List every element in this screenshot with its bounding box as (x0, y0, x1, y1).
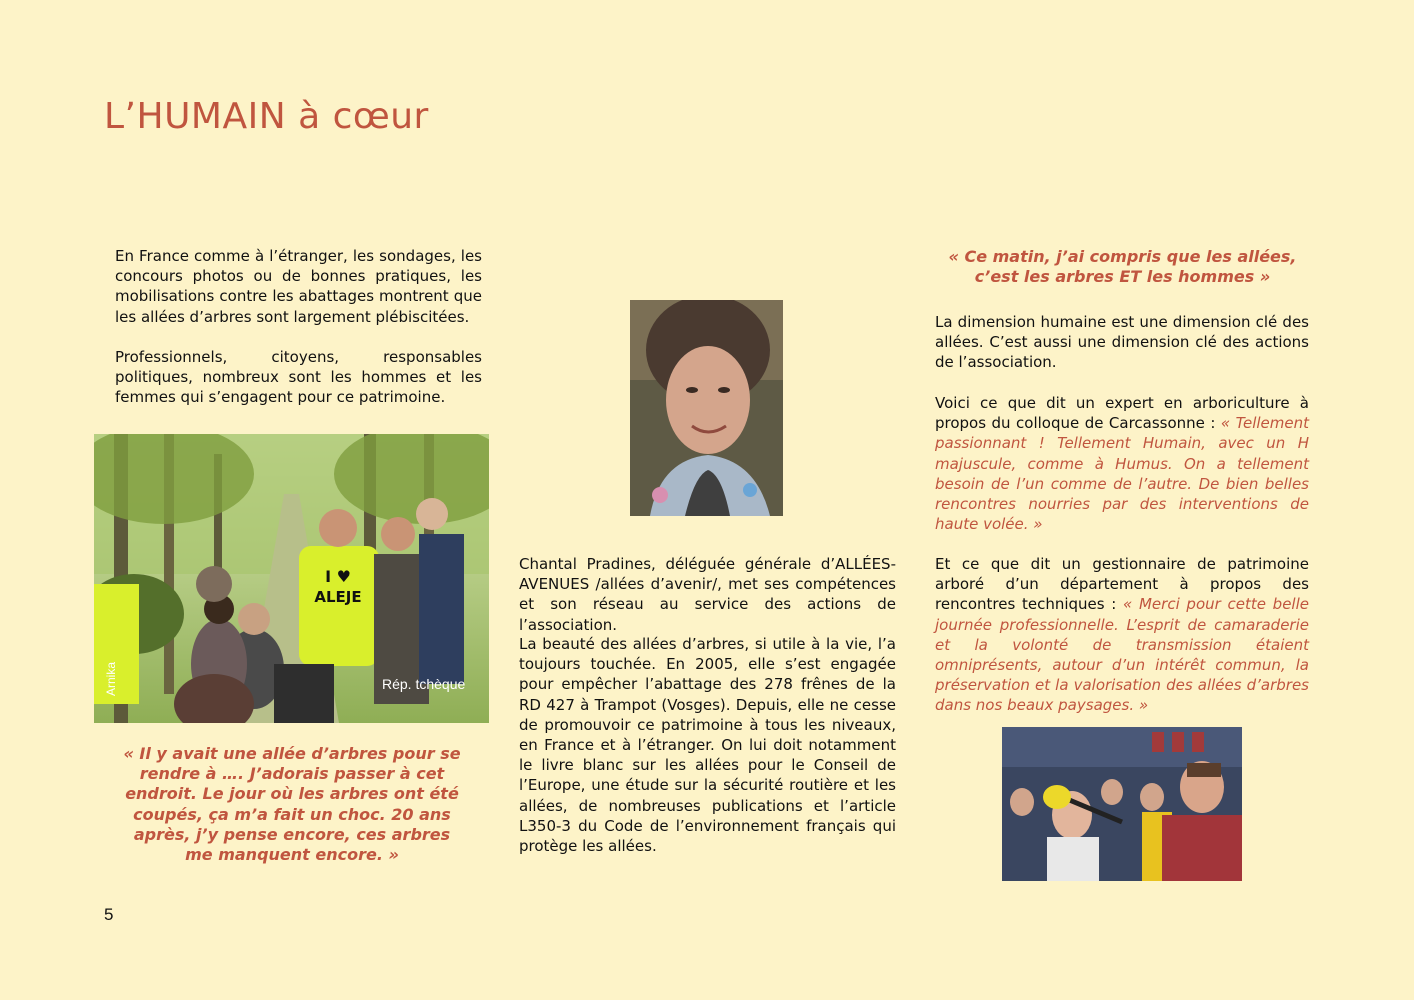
photo-caption: Rép. tchèque (382, 676, 466, 692)
career-paragraph: La beauté des allées d’arbres, si utile à la vie, l’a toujours touchée. En 2005, elle s’est engagée pour empêcher l’abattage des 278 frênes de la RD 427 à Trampot (Vosges). Depuis, elle ne cesse de promouvoir ce patrimoine à tous les niveaux, en France et à l’étranger. On lui doit notamment le livre blanc sur les allées pour le Conseil de l’Europe, une étude sur la sécurité routière et les allées, de nombreuses publications et l’article L350-3 du Code de l’environnement français qui protège les allées. (519, 635, 896, 856)
page-number: 5 (104, 905, 114, 924)
manager-intro: Et ce que dit un gestionnaire de patrimoine arboré d’un département à propos des rencontres techniques : (935, 555, 1309, 614)
bio-paragraph: Chantal Pradines, déléguée générale d’ALLÉES-AVENUES /allées d’avenir/, met ses compétences et son réseau au service des actions de l’association. (519, 555, 896, 634)
alley-group-photo (94, 434, 489, 723)
engaged-paragraph: Professionnels, citoyens, responsables politiques, nombreux sont les hommes et les femmes qui s’engagent pour ce patrimoine. (115, 348, 482, 407)
headline-quote: « Ce matin, j’ai compris que les allées, c’est les arbres ET les hommes » (948, 247, 1297, 287)
expert-intro: Voici ce que dit un expert en arboriculture à propos du colloque de Carcassonne : (935, 394, 1309, 433)
testimony-quote: « Il y avait une allée d’arbres pour se rendre à …. J’adorais passer à cet endroit. Le jour où les arbres ont été coupés, ça m’a fait un choc. 20 ans après, j’y pense encore, ces arbres me manquent encore. » (123, 744, 461, 865)
intro-paragraph: En France comme à l’étranger, les sondages, les concours photos ou de bonnes pratiques, les mobilisations contre les abattages montrent que les allées d’arbres sont largement plébiscitées. (115, 247, 482, 326)
expert-quote: « Tellement passionnant ! Tellement Humain, avec un H majuscule, comme à Humus. On a tellement besoin de l’un comme de l’autre. De bien belles rencontres nourries par des interventions de haute volée. » (935, 414, 1309, 534)
photo-credit: Arnika (104, 661, 118, 696)
portrait-photo (630, 300, 783, 516)
expert-paragraph (935, 393, 1309, 534)
manager-quote: « Merci pour cette belle journée professionnelle. L’esprit de camaraderie et la volonté de transmission étaient omniprésents, autour d’un intérêt commun, la préservation et la valorisation des allées d’arbres dans nos beaux paysages. » (935, 595, 1309, 715)
manager-paragraph (935, 554, 1309, 716)
dimension-paragraph: La dimension humaine est une dimension clé des allées. C’est aussi une dimension clé des actions de l’association. (935, 313, 1309, 372)
vest-text-top: I ♥ (325, 567, 351, 586)
vest-text-bottom: ALEJE (314, 588, 362, 606)
page-title: L’HUMAIN à cœur (104, 96, 429, 137)
event-photo (1002, 727, 1242, 881)
